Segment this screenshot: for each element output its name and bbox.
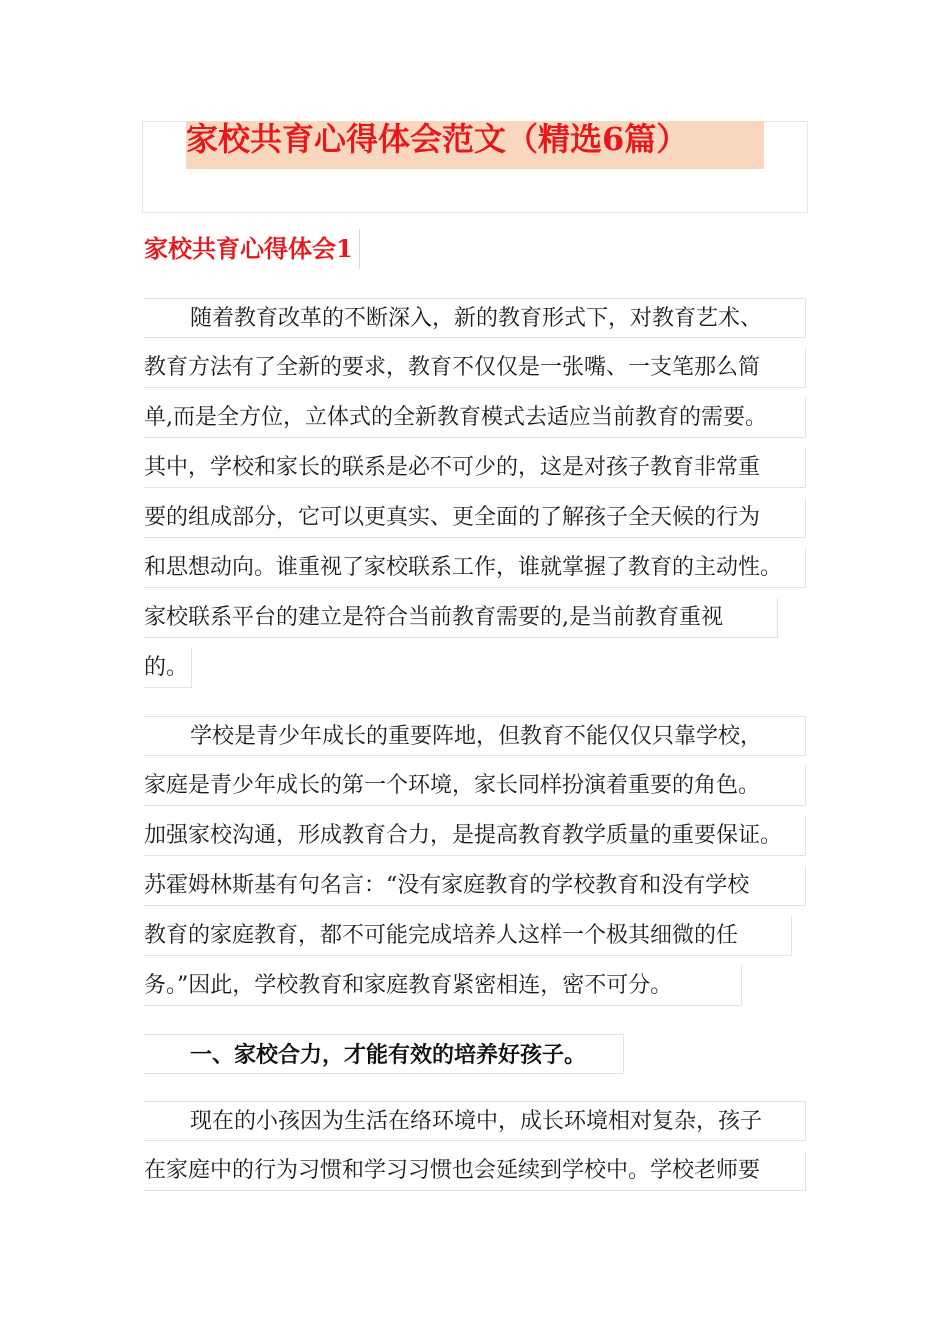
paragraph-1-line: 随着教育改革的不断深入，新的教育形式下，对教育艺术、 [144,298,806,338]
document-title: 家校共育心得体会范文（精选6篇） [186,120,689,158]
paragraph-2-line: 加强家校沟通，形成教育合力，是提高教育教学质量的重要保证。 [144,816,806,856]
paragraph-2-line: 家庭是青少年成长的第一个环境，家长同样扮演着重要的角色。 [144,766,806,806]
paragraph-3-line: 现在的小孩因为生活在络环境中，成长环境相对复杂，孩子 [144,1101,806,1141]
paragraph-2-line: 务。”因此，学校教育和家庭教育紧密相连，密不可分。 [144,966,742,1006]
paragraph-3-line: 在家庭中的行为习惯和学习习惯也会延续到学校中。学校老师要 [144,1151,806,1191]
paragraph-1-line: 的。 [144,648,192,688]
paragraph-1-line: 家校联系平台的建立是符合当前教育需要的,是当前教育重视 [144,598,778,638]
paragraph-1-line: 单,而是全方位，立体式的全新教育模式去适应当前教育的需要。 [144,398,806,438]
paragraph-2-line: 教育的家庭教育，都不可能完成培养人这样一个极其细微的任 [144,916,792,956]
paragraph-1-line: 其中，学校和家长的联系是必不可少的，这是对孩子教育非常重 [144,448,806,488]
paragraph-1-line: 要的组成部分，它可以更真实、更全面的了解孩子全天候的行为 [144,498,806,538]
paragraph-2-line: 学校是青少年成长的重要阵地，但教育不能仅仅只靠学校， [144,716,806,756]
sub-heading-1: 一、家校合力，才能有效的培养好孩子。 [144,1034,624,1074]
paragraph-1-line: 教育方法有了全新的要求，教育不仅仅是一张嘴、一支笔那么简 [144,348,806,388]
paragraph-2-line: 苏霍姆林斯基有句名言：“没有家庭教育的学校教育和没有学校 [144,866,806,906]
section-heading-1: 家校共育心得体会1 [144,229,360,269]
paragraph-1-line: 和思想动向。谁重视了家校联系工作，谁就掌握了教育的主动性。 [144,548,806,588]
